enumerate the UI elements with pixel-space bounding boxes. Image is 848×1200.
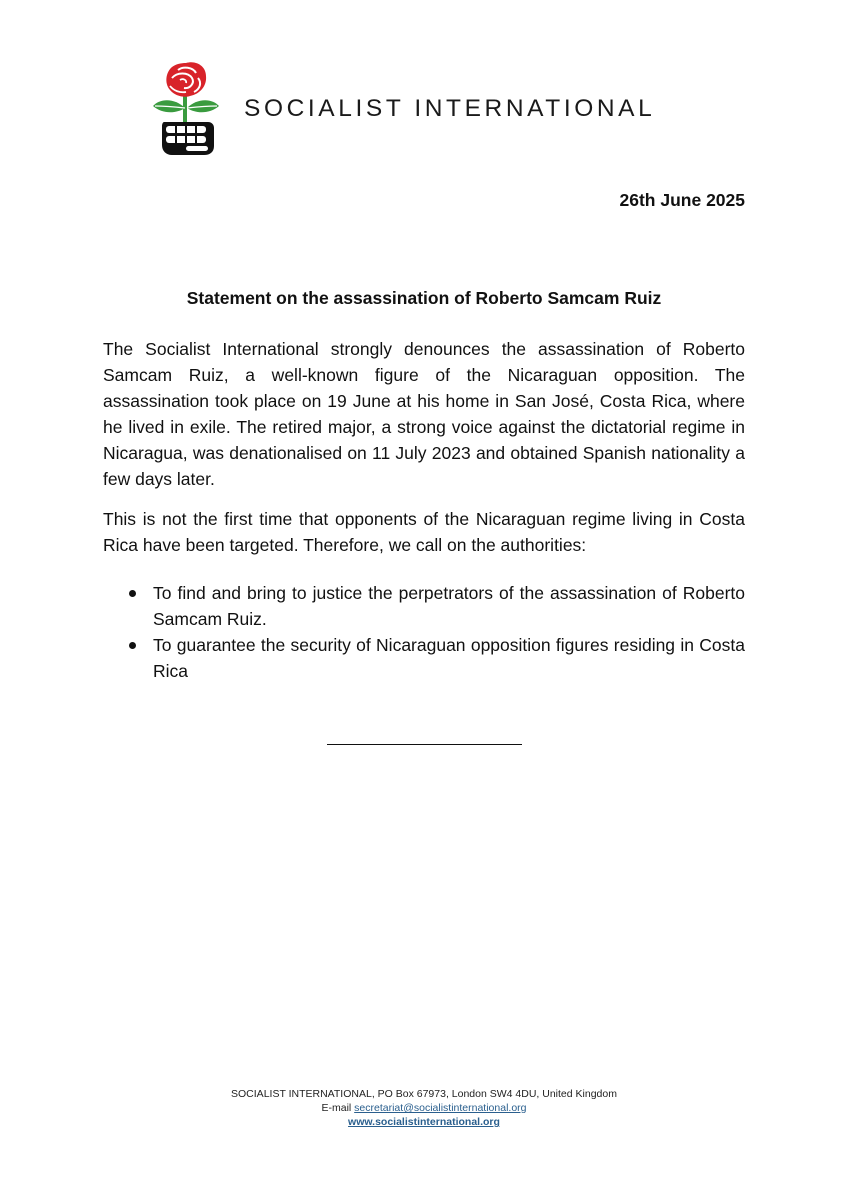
footer-address: SOCIALIST INTERNATIONAL, PO Box 67973, London SW4 4DU, United Kingdom — [231, 1088, 617, 1100]
organization-name: SOCIALIST INTERNATIONAL — [244, 95, 656, 122]
paragraph: The Socialist International strongly denounces the assassination of Roberto Samcam Ruiz, a well-known figure of the Nicaraguan opposition. The assassination took place on 19 June at his home in San José, Costa Rica, where he lived in exile. The retired major, a strong voice against the dictatorial regime in Nicaragua, was denationalised on 11 July 2023 and obtained Spanish nationality a few days later. — [103, 339, 745, 489]
paragraph: This is not the first time that opponents of the Nicaraguan regime living in Costa Rica have been targeted. Therefore, we call on the authorities: — [103, 509, 745, 555]
bullet-icon — [129, 642, 136, 649]
demands-list — [103, 580, 745, 684]
rose-in-fist-icon — [150, 58, 222, 158]
list-item — [103, 632, 745, 684]
list-item-text: To find and bring to justice the perpetrators of the assassination of Roberto Samcam Ruiz. — [153, 583, 745, 629]
footer-email-line — [0, 1101, 848, 1115]
website-link[interactable]: www.socialistinternational.org — [348, 1116, 500, 1128]
statement-date: 26th June 2025 — [619, 190, 745, 210]
footer-website-line — [0, 1115, 848, 1129]
list-item — [103, 580, 745, 632]
letterhead — [150, 58, 655, 158]
bullet-icon — [129, 590, 136, 597]
email-label: E-mail — [321, 1102, 352, 1114]
statement-title: Statement on the assassination of Roberto Samcam Ruiz — [186, 288, 662, 308]
list-item-text: To guarantee the security of Nicaraguan opposition figures residing in Costa Rica — [153, 635, 745, 681]
divider — [327, 744, 522, 745]
email-link[interactable]: secretariat@socialistinternational.org — [354, 1102, 527, 1114]
footer — [0, 1087, 848, 1129]
